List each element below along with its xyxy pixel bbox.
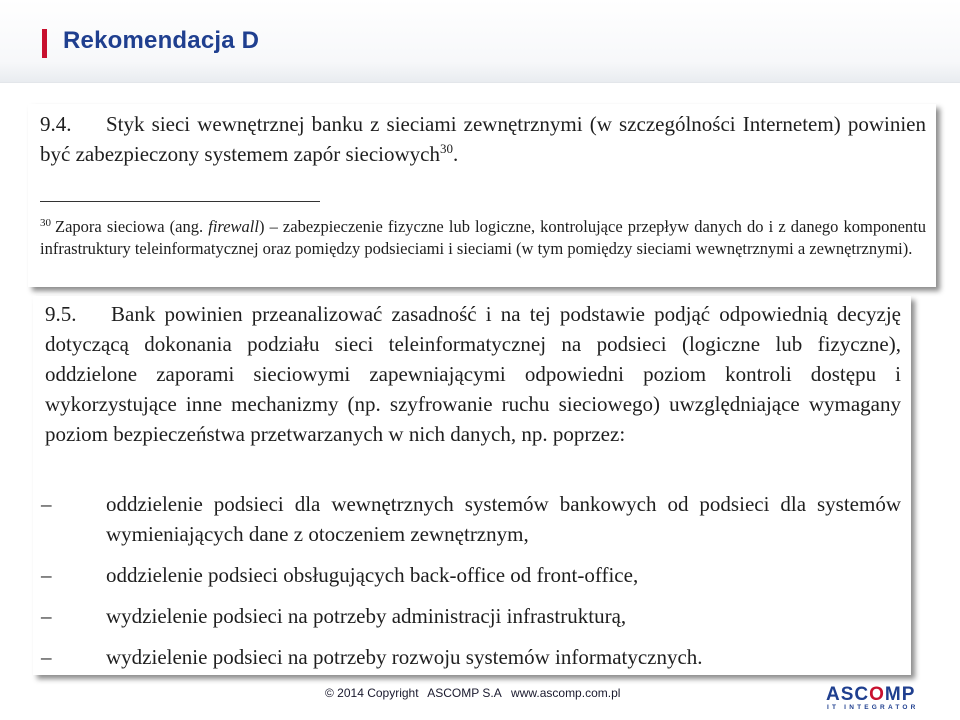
footnote-marker: 30: [40, 216, 51, 229]
footnote: [40, 216, 926, 260]
logo-word-accent: O: [869, 684, 885, 705]
list-item: [41, 642, 901, 672]
footnote-term: firewall: [208, 217, 259, 236]
footnote-text-before: Zapora sieciowa (ang.: [55, 217, 209, 236]
footer: [325, 686, 626, 700]
list-item: [41, 489, 901, 549]
section-9-4-number: 9.4.: [40, 112, 72, 136]
section-9-5-paragraph: [45, 299, 901, 449]
bullet-dash: –: [41, 563, 52, 587]
logo-word-start: ASC: [826, 684, 870, 705]
ascomp-logo: [826, 684, 926, 714]
slide-title: Rekomendacja D: [63, 27, 260, 54]
bullet-list: [41, 489, 901, 683]
footer-company: ASCOMP S.A: [427, 686, 502, 700]
bullet-dash: –: [41, 492, 52, 516]
bullet-dash: –: [41, 645, 52, 669]
list-item-text: oddzielenie podsieci dla wewnętrznych systemów bankowych od podsieci dla systemów wymieniających dane z otoczeniem zewnętrznym,: [106, 492, 901, 546]
list-item: [41, 601, 901, 631]
section-9-4-text-end: .: [453, 142, 459, 166]
footer-website[interactable]: www.ascomp.com.pl: [511, 686, 621, 700]
section-9-4-paragraph: [40, 109, 926, 169]
logo-tagline: IT INTEGRATOR: [827, 704, 919, 711]
footnote-reference: 30: [440, 141, 453, 156]
excerpt-section-9-5: [33, 296, 911, 675]
section-9-5-text: Bank powinien przeanalizować zasadność i na tej podstawie podjąć odpowiednią decyzję dotyczącą dokonania podziału sieci teleinformatycznej na podsieci (logiczne lub fizyczne), oddzielone zaporami sieciowymi zapewniającymi odpowiedni poziom kontroli dostępu i wykorzystujące inne mechanizmy (np. szyfrowanie ruchu sieciowego) uwzględniające wymagany poziom bezpieczeństwa przetwarzanych w nich danych, np. poprzez:: [45, 302, 901, 446]
list-item-text: wydzielenie podsieci na potrzeby administracji infrastrukturą,: [106, 604, 627, 628]
logo-word-end: MP: [884, 684, 916, 705]
section-9-5-number: 9.5.: [45, 302, 77, 326]
list-item-text: oddzielenie podsieci obsługujących back-office od front-office,: [106, 563, 639, 587]
list-item: [41, 560, 901, 590]
logo-wordmark: [826, 684, 915, 706]
section-9-4-text: Styk sieci wewnętrznej banku z sieciami zewnętrznymi (w szczególności Internetem) powinien być zabezpieczony systemem zapór sieciowych: [40, 112, 926, 166]
title-accent-bar: [42, 29, 47, 58]
footnote-text-after: ) – zabezpieczenie fizyczne lub logiczne, kontrolujące przepływ danych do i z danego komponentu infrastruktury teleinformatycznej oraz pomiędzy podsieciami i sieciami (w tym pomiędzy sieciami wewnętrznymi a zewnętrznymi).: [40, 217, 927, 258]
bullet-dash: –: [41, 604, 52, 628]
slide-header: [0, 0, 960, 83]
footer-copyright: © 2014 Copyright: [325, 686, 419, 700]
footnote-separator: [40, 201, 320, 202]
list-item-text: wydzielenie podsieci na potrzeby rozwoju systemów informatycznych.: [106, 645, 703, 669]
excerpt-section-9-4: [28, 104, 936, 287]
